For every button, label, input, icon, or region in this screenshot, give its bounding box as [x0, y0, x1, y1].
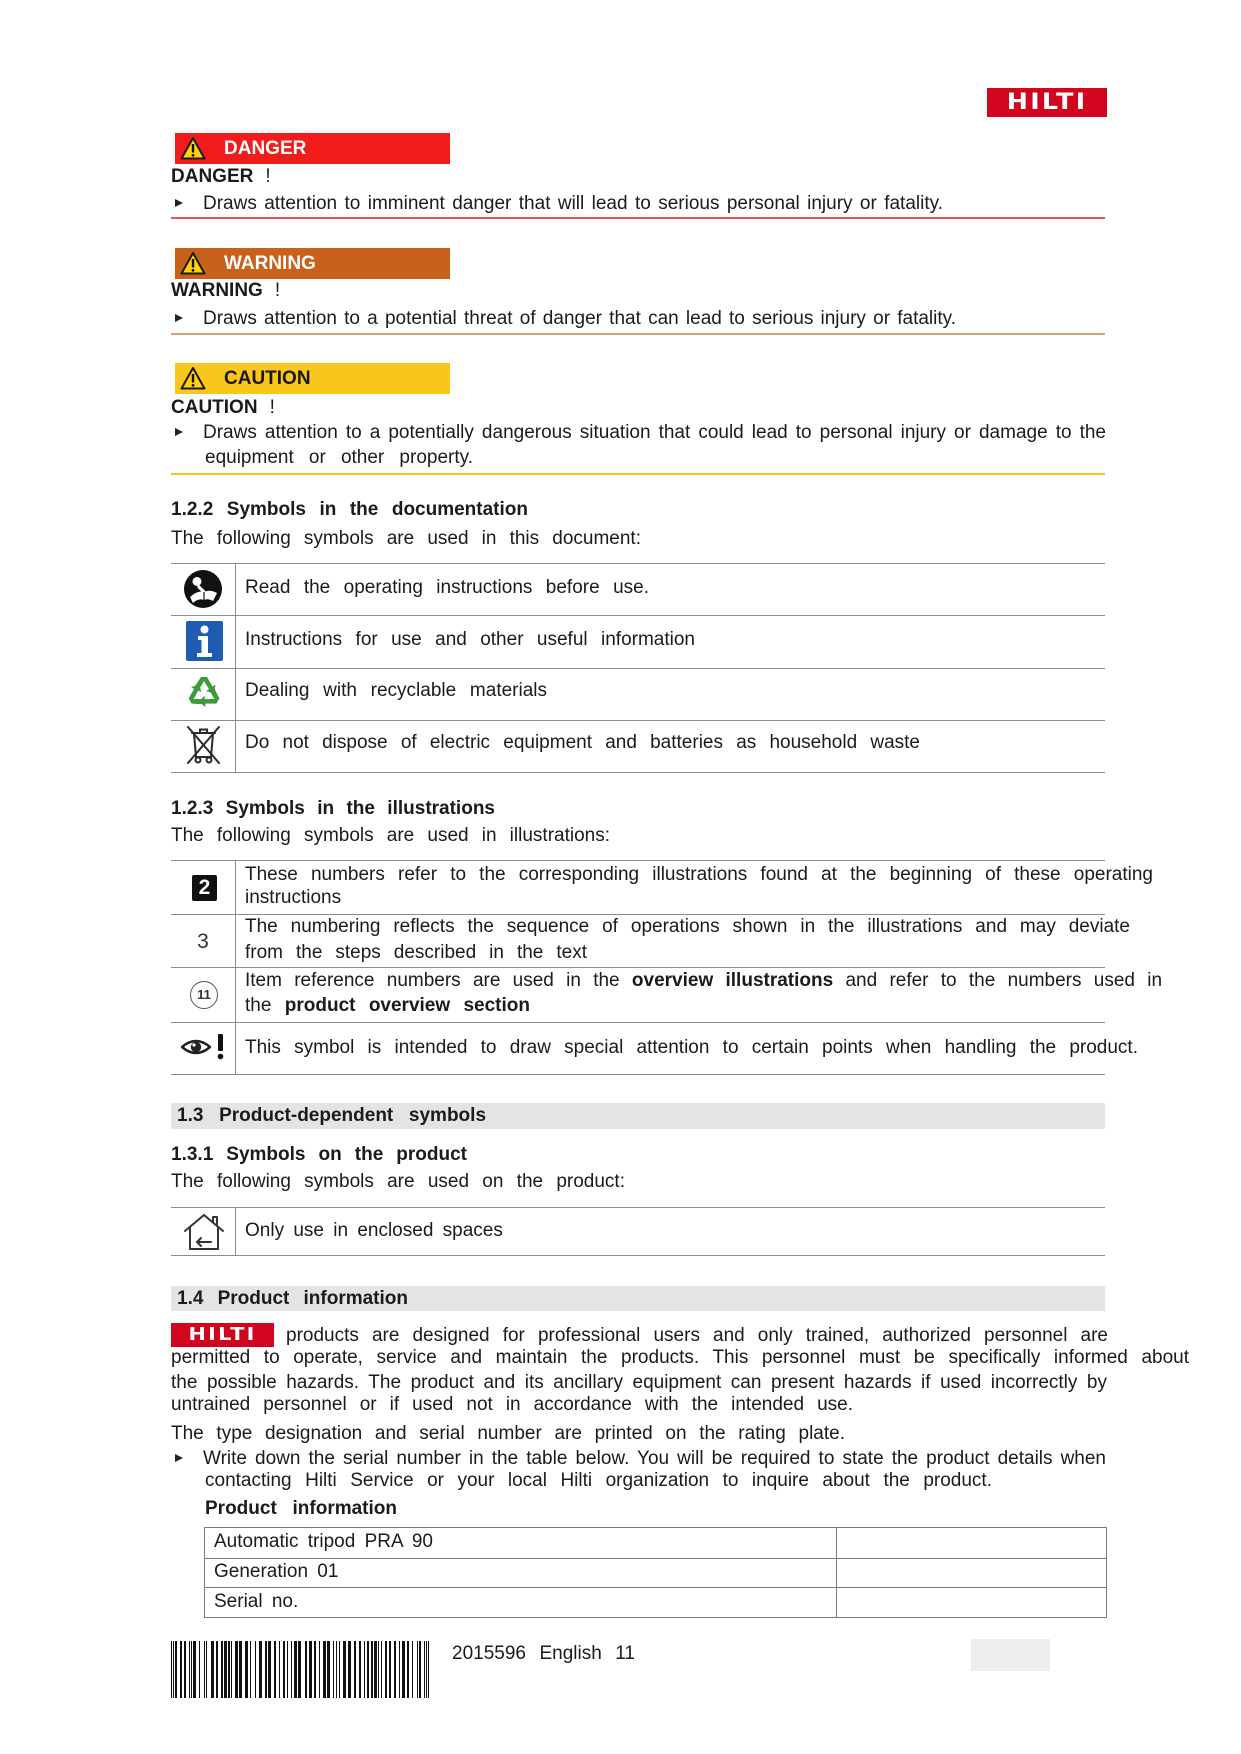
- danger-mark: !: [265, 166, 271, 187]
- warning-triangle-icon: [180, 366, 206, 390]
- barcode: [171, 1641, 429, 1698]
- product-table-label: Serial no.: [214, 1591, 299, 1612]
- barcode-bar: [336, 1641, 337, 1698]
- barcode-bar: [359, 1641, 362, 1698]
- danger-title: [171, 166, 271, 188]
- section-heading-1-4: [177, 1288, 408, 1310]
- product-table-title: Product information: [205, 1498, 397, 1519]
- barcode-bar: [348, 1641, 351, 1698]
- caution-description-line: Draws attention to a potentially dangerous situation that could lead to personal injury or damage to the: [203, 422, 1106, 443]
- section-number: 1.3: [177, 1105, 204, 1126]
- warning-separator: [171, 333, 1105, 335]
- warning-title-text: WARNING: [171, 280, 263, 301]
- footer-info: [452, 1643, 635, 1665]
- footer-shade: [971, 1639, 1050, 1671]
- section-number: 1.4: [177, 1288, 204, 1309]
- bullet-icon: [175, 199, 183, 207]
- barcode-bar: [298, 1641, 301, 1698]
- figure-number-icon: 2: [192, 875, 217, 901]
- barcode-bar: [402, 1641, 405, 1698]
- table-rule: [171, 772, 1105, 773]
- barcode-bar: [173, 1641, 174, 1698]
- section-heading-1-3-1: [171, 1144, 467, 1166]
- table-rule: [204, 1558, 1107, 1559]
- symbol-description-line: These numbers refer to the corresponding illustrations found at the beginning of these operating: [245, 864, 1153, 885]
- barcode-bar: [245, 1641, 248, 1698]
- section-number: 1.2.3: [171, 798, 214, 819]
- caution-banner: [175, 363, 450, 394]
- symbol-description-line: The numbering reflects the sequence of operations shown in the illustrations and may deviate: [245, 916, 1130, 937]
- table-rule: [171, 1207, 1105, 1208]
- paragraph-line: permitted to operate, service and maintain the products. This personnel must be specifically informed about: [171, 1347, 1189, 1368]
- symbol-description: Do not dispose of electric equipment and batteries as household waste: [245, 732, 920, 753]
- table-column-rule: [836, 1527, 837, 1618]
- bullet-icon: [175, 1454, 183, 1462]
- barcode-bar: [239, 1641, 242, 1698]
- table-column-rule: [235, 1207, 236, 1255]
- barcode-bar: [309, 1641, 312, 1698]
- barcode-bar: [305, 1641, 308, 1698]
- item-reference-icon: 11: [190, 981, 218, 1009]
- indoor-use-icon: [182, 1212, 226, 1252]
- barcode-bar: [389, 1641, 391, 1698]
- barcode-bar: [314, 1641, 316, 1698]
- barcode-bar: [204, 1641, 205, 1698]
- symbol-description-line: instructions: [245, 887, 342, 908]
- bullet-icon: [175, 314, 183, 322]
- barcode-bar: [333, 1641, 334, 1698]
- section-title: Product information: [217, 1288, 408, 1309]
- table-rule: [171, 668, 1105, 669]
- barcode-bar: [412, 1641, 414, 1698]
- symbol-description: Read the operating instructions before use.: [245, 577, 649, 598]
- barcode-bar: [255, 1641, 256, 1698]
- symbol-description-line: from the steps described in the text: [245, 942, 587, 963]
- paragraph-line: products are designed for professional users and only trained, authorized personnel are: [286, 1325, 1108, 1346]
- barcode-bar: [189, 1641, 190, 1698]
- symbol-description: Only use in enclosed spaces: [245, 1220, 503, 1241]
- table-rule: [171, 720, 1105, 721]
- barcode-bar: [228, 1641, 230, 1698]
- section-number: 1.3.1: [171, 1144, 214, 1165]
- section-heading-1-2-3: [171, 798, 495, 820]
- barcode-bar: [426, 1641, 427, 1698]
- section-heading-1-2-2: [171, 499, 528, 521]
- barcode-bar: [394, 1641, 396, 1698]
- caution-description-line: equipment or other property.: [205, 447, 473, 468]
- barcode-bar: [323, 1641, 326, 1698]
- text-segment: Item reference numbers are used in the: [245, 970, 620, 991]
- barcode-bar: [407, 1641, 410, 1698]
- section-intro: The following symbols are used on the product:: [171, 1171, 625, 1192]
- warning-banner: [175, 248, 450, 279]
- symbol-description: Dealing with recyclable materials: [245, 680, 547, 701]
- text-segment: the: [245, 995, 272, 1016]
- barcode-bar: [283, 1641, 285, 1698]
- product-table-label: Automatic tripod PRA 90: [214, 1531, 433, 1552]
- barcode-bar: [417, 1641, 418, 1698]
- hilti-logo-text: HILTI: [188, 1324, 257, 1345]
- barcode-bar: [294, 1641, 297, 1698]
- barcode-bar: [206, 1641, 208, 1698]
- instruction-line: Write down the serial number in the table below. You will be required to state the product details when: [203, 1448, 1106, 1469]
- barcode-bar: [381, 1641, 382, 1698]
- warning-description: Draws attention to a potential threat of danger that can lead to serious injury or fatality.: [203, 308, 956, 329]
- barcode-bar: [193, 1641, 196, 1698]
- barcode-bar: [224, 1641, 227, 1698]
- section-title: Product-dependent symbols: [219, 1105, 487, 1126]
- bullet-icon: [175, 428, 183, 436]
- barcode-bar: [250, 1641, 252, 1698]
- barcode-bar: [374, 1641, 377, 1698]
- barcode-bar: [419, 1641, 421, 1698]
- recycle-icon: [184, 672, 224, 713]
- barcode-bar: [231, 1641, 232, 1698]
- danger-banner: [175, 133, 450, 164]
- danger-title-text: DANGER: [171, 166, 254, 187]
- caution-separator: [171, 473, 1105, 475]
- barcode-bar: [371, 1641, 373, 1698]
- paragraph-line: the possible hazards. The product and its ancillary equipment can present hazards if used incorrectly by: [171, 1372, 1107, 1393]
- barcode-bar: [279, 1641, 280, 1698]
- barcode-bar: [216, 1641, 218, 1698]
- rating-plate-note: The type designation and serial number are printed on the rating plate.: [171, 1423, 845, 1444]
- barcode-bar: [367, 1641, 369, 1698]
- caution-title-text: CAUTION: [171, 397, 258, 418]
- table-rule: [204, 1587, 1107, 1588]
- warning-mark: !: [274, 280, 281, 301]
- bold-term: overview illustrations: [631, 970, 834, 991]
- document-language: English: [539, 1643, 602, 1664]
- bold-term: product overview section: [284, 995, 530, 1016]
- table-rule: [171, 1022, 1105, 1023]
- page-number: 11: [615, 1643, 635, 1664]
- table-rule: [171, 615, 1105, 616]
- barcode-bar: [211, 1641, 214, 1698]
- barcode-bar: [265, 1641, 267, 1698]
- barcode-bar: [378, 1641, 379, 1698]
- hilti-logo-text: HILTI: [1006, 90, 1088, 115]
- danger-description: Draws attention to imminent danger that will lead to serious personal injury or fatality.: [203, 193, 943, 214]
- barcode-bar: [180, 1641, 182, 1698]
- warning-banner-label: WARNING: [224, 253, 316, 274]
- table-rule: [171, 563, 1105, 564]
- crossed-bin-icon: [183, 722, 224, 766]
- read-manual-icon: [183, 569, 223, 609]
- barcode-bar: [343, 1641, 346, 1698]
- hilti-inline-logo: [171, 1323, 274, 1347]
- barcode-bar: [184, 1641, 186, 1698]
- barcode-bar: [385, 1641, 387, 1698]
- instruction-line: contacting Hilti Service or your local Hilti organization to inquire about the product.: [205, 1470, 992, 1491]
- barcode-bar: [319, 1641, 320, 1698]
- caution-banner-label: CAUTION: [224, 368, 311, 389]
- section-intro: The following symbols are used in illustrations:: [171, 825, 610, 846]
- barcode-bar: [399, 1641, 400, 1698]
- table-column-rule: [235, 563, 236, 772]
- section-number: 1.2.2: [171, 499, 214, 520]
- symbol-description-line: This symbol is intended to draw special attention to certain points when handling the product.: [245, 1037, 1138, 1058]
- table-rule: [171, 1255, 1105, 1256]
- danger-separator: [171, 217, 1105, 219]
- symbol-description-line: [245, 995, 530, 1017]
- attention-eye-icon: [180, 1033, 228, 1061]
- table-rule: [171, 914, 1105, 915]
- caution-title: [171, 397, 275, 419]
- barcode-bar: [424, 1641, 425, 1698]
- text-segment: and refer to the numbers used in: [845, 970, 1163, 991]
- info-icon: [186, 621, 223, 661]
- table-rule: [171, 1074, 1105, 1075]
- section-intro: The following symbols are used in this document:: [171, 528, 641, 549]
- section-title: Symbols on the product: [226, 1144, 467, 1165]
- barcode-bar: [171, 1641, 172, 1698]
- section-title: Symbols in the illustrations: [225, 798, 495, 819]
- section-heading-1-3: [177, 1105, 486, 1127]
- barcode-bar: [339, 1641, 340, 1698]
- barcode-bar: [221, 1641, 223, 1698]
- product-table-label: Generation 01: [214, 1561, 339, 1582]
- warning-triangle-icon: [180, 136, 206, 160]
- barcode-bar: [354, 1641, 357, 1698]
- barcode-bar: [199, 1641, 201, 1698]
- document-number: 2015596: [452, 1643, 526, 1664]
- paragraph-line: untrained personnel or if used not in accordance with the intended use.: [171, 1394, 853, 1415]
- table-rule: [171, 860, 1105, 861]
- barcode-bar: [287, 1641, 288, 1698]
- barcode-bar: [291, 1641, 292, 1698]
- table-rule: [171, 967, 1105, 968]
- step-number-icon: 3: [197, 930, 209, 953]
- barcode-bar: [175, 1641, 177, 1698]
- barcode-bar: [191, 1641, 192, 1698]
- table-column-rule: [235, 860, 236, 1074]
- barcode-bar: [327, 1641, 330, 1698]
- warning-title: [171, 280, 280, 302]
- barcode-bar: [428, 1641, 429, 1698]
- section-title: Symbols in the documentation: [226, 499, 528, 520]
- caution-mark: !: [269, 397, 275, 418]
- warning-triangle-icon: [180, 251, 206, 275]
- hilti-logo: [987, 88, 1107, 117]
- barcode-bar: [259, 1641, 262, 1698]
- barcode-bar: [364, 1641, 365, 1698]
- barcode-bar: [235, 1641, 238, 1698]
- symbol-description-line: [245, 970, 1162, 992]
- danger-banner-label: DANGER: [224, 138, 307, 159]
- symbol-description: Instructions for use and other useful information: [245, 629, 695, 650]
- barcode-bar: [268, 1641, 271, 1698]
- barcode-bar: [274, 1641, 276, 1698]
